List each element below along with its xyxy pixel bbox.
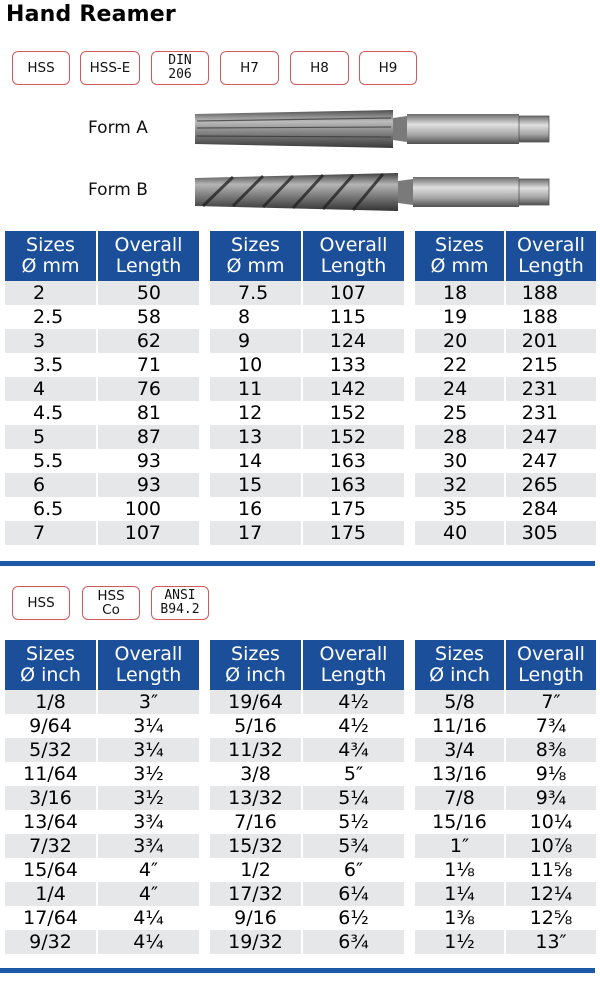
table-row [210, 281, 404, 305]
length-cell: 107 [97, 521, 199, 545]
table-row [415, 497, 596, 521]
table-row [210, 497, 404, 521]
table-row [415, 353, 596, 377]
header-sizes-inch: Sizes Ø inch [415, 640, 505, 690]
length-cell: 6″ [343, 859, 364, 881]
table-row [5, 377, 199, 401]
size-cell: 17 [210, 521, 302, 545]
length-cell: 152 [329, 402, 366, 424]
size-cell: 24 [415, 377, 505, 401]
length-cell: 5¼ [302, 786, 404, 810]
length-cell: 115 [329, 306, 366, 328]
length-cell: 175 [302, 521, 404, 545]
table-row [210, 473, 404, 497]
size-cell: 9/64 [5, 714, 97, 738]
length-cell: 6½ [338, 907, 369, 929]
length-cell: 124 [302, 329, 404, 353]
size-cell: 15/32 [210, 834, 302, 858]
header-overall-length: Overall Length [97, 231, 199, 281]
length-cell: 4¼ [133, 907, 164, 929]
length-cell: 247 [505, 425, 596, 449]
length-cell: 5½ [338, 811, 369, 833]
size-cell: 1/4 [5, 882, 97, 906]
size-cell: 7/32 [5, 834, 97, 858]
length-cell: 10⅞ [505, 834, 596, 858]
section-divider [0, 561, 595, 566]
table-row [5, 906, 199, 930]
size-cell: 9/32 [5, 930, 97, 954]
spiral-flute-reamer-icon [193, 169, 553, 215]
header-overall-length: Overall Length [302, 640, 404, 690]
size-cell: 14 [210, 449, 302, 473]
size-cell: 13/64 [5, 810, 97, 834]
table-row [5, 834, 199, 858]
badge-hss: HSS [12, 586, 70, 620]
table-row [210, 521, 404, 545]
table-row [210, 906, 404, 930]
length-cell: 3″ [97, 690, 199, 714]
table-row [5, 521, 199, 545]
size-cell: 15/64 [5, 858, 97, 882]
length-cell: 3½ [97, 786, 199, 810]
size-cell: 20 [415, 329, 505, 353]
table-row [5, 305, 199, 329]
length-cell: 305 [505, 521, 596, 545]
inch-table-3 [415, 640, 596, 954]
table-row [415, 401, 596, 425]
length-cell: 9¾ [505, 786, 596, 810]
size-cell: 19/64 [210, 690, 302, 714]
size-cell: 10 [210, 353, 302, 377]
table-row [210, 353, 404, 377]
size-cell: 7 [5, 521, 97, 545]
length-cell: 87 [97, 425, 199, 449]
size-cell: 3.5 [5, 353, 97, 377]
size-cell: 3/16 [5, 786, 97, 810]
table-row [415, 930, 596, 954]
size-cell: 17/64 [5, 906, 97, 930]
size-cell: 13/16 [415, 762, 505, 786]
length-cell: 4¾ [302, 738, 404, 762]
size-cell: 6.5 [5, 497, 97, 521]
metric-table-3 [415, 231, 596, 545]
size-cell: 3/4 [415, 738, 505, 762]
table-row [5, 329, 199, 353]
table-row [210, 810, 404, 834]
table-row [415, 305, 596, 329]
size-cell: 5/16 [210, 714, 302, 738]
table-row [210, 786, 404, 810]
table-row [5, 738, 199, 762]
table-row [415, 690, 596, 714]
size-cell: 16 [210, 497, 302, 521]
table-row [5, 425, 199, 449]
table-row [5, 858, 199, 882]
size-cell: 7.5 [210, 281, 302, 305]
size-cell: 6 [5, 473, 97, 497]
header-sizes-mm: Sizes Ø mm [5, 231, 97, 281]
size-cell: 1½ [415, 930, 505, 954]
length-cell: 7″ [505, 690, 596, 714]
size-cell: 1⅛ [415, 858, 505, 882]
size-cell: 5.5 [5, 449, 97, 473]
length-cell: 5¾ [302, 834, 404, 858]
length-cell: 3¼ [133, 715, 164, 737]
table-row [415, 834, 596, 858]
length-cell: 62 [97, 329, 199, 353]
form-a-label: Form A [88, 118, 148, 138]
table-row [5, 401, 199, 425]
size-cell: 9 [210, 329, 302, 353]
badge-hss-e: HSS-E [80, 51, 140, 85]
inch-table-1 [5, 640, 199, 954]
size-cell: 19/32 [210, 930, 302, 954]
table-row [210, 449, 404, 473]
table-row [5, 281, 199, 305]
header-overall-length: Overall Length [505, 231, 596, 281]
form-b-label: Form B [88, 180, 148, 200]
size-cell: 9/16 [210, 906, 302, 930]
size-cell: 2.5 [5, 305, 97, 329]
size-cell: 40 [415, 521, 505, 545]
table-row [210, 305, 404, 329]
length-cell: 163 [302, 473, 404, 497]
size-cell: 19 [415, 305, 505, 329]
length-cell: 3½ [133, 763, 164, 785]
size-cell: 13 [210, 425, 302, 449]
table-row [210, 329, 404, 353]
length-cell: 201 [505, 329, 596, 353]
length-cell: 3¼ [97, 738, 199, 762]
size-cell: 11/64 [5, 762, 97, 786]
table-row [210, 690, 404, 714]
table-row [210, 858, 404, 882]
size-cell: 4.5 [5, 401, 97, 425]
size-cell: 30 [415, 449, 505, 473]
length-cell: 8⅜ [505, 738, 596, 762]
table-row [210, 762, 404, 786]
table-row [210, 930, 404, 954]
table-row [5, 497, 199, 521]
table-row [415, 425, 596, 449]
table-row [5, 810, 199, 834]
size-cell: 25 [415, 401, 505, 425]
header-sizes-mm: Sizes Ø mm [415, 231, 505, 281]
length-cell: 76 [97, 377, 199, 401]
length-cell: 188 [505, 281, 596, 305]
header-sizes-mm: Sizes Ø mm [210, 231, 302, 281]
table-row [415, 281, 596, 305]
size-cell: 4 [5, 377, 97, 401]
table-row [210, 882, 404, 906]
size-cell: 12 [210, 401, 302, 425]
length-cell: 4½ [338, 715, 369, 737]
table-row [5, 882, 199, 906]
length-cell: 188 [521, 306, 558, 328]
length-cell: 12⅝ [529, 907, 573, 929]
length-cell: 100 [124, 498, 161, 520]
size-cell: 1⅜ [415, 906, 505, 930]
badge-h9: H9 [359, 51, 417, 85]
length-cell: 6¼ [302, 882, 404, 906]
size-cell: 15 [210, 473, 302, 497]
length-cell: 13″ [505, 930, 596, 954]
length-cell: 4″ [138, 859, 159, 881]
table-row [415, 738, 596, 762]
table-row [415, 882, 596, 906]
table-row [415, 521, 596, 545]
metric-table-1 [5, 231, 199, 545]
length-cell: 58 [136, 306, 161, 328]
length-cell: 6¾ [302, 930, 404, 954]
header-sizes-inch: Sizes Ø inch [210, 640, 302, 690]
badge-h8: H8 [290, 51, 349, 85]
table-row [210, 425, 404, 449]
size-cell: 8 [210, 305, 302, 329]
table-row [210, 738, 404, 762]
size-cell: 1¼ [415, 882, 505, 906]
length-cell: 71 [136, 354, 161, 376]
length-cell: 133 [329, 354, 366, 376]
table-row [415, 449, 596, 473]
header-sizes-inch: Sizes Ø inch [5, 640, 97, 690]
length-cell: 142 [302, 377, 404, 401]
table-row [5, 762, 199, 786]
length-cell: 3¾ [97, 834, 199, 858]
table-row [5, 690, 199, 714]
length-cell: 215 [521, 354, 558, 376]
length-cell: 7¾ [535, 715, 567, 737]
length-cell: 50 [97, 281, 199, 305]
table-row [415, 906, 596, 930]
length-cell: 81 [136, 402, 161, 424]
length-cell: 152 [302, 425, 404, 449]
length-cell: 5″ [343, 763, 364, 785]
table-row [210, 714, 404, 738]
size-cell: 13/32 [210, 786, 302, 810]
length-cell: 10¼ [529, 811, 573, 833]
length-cell: 12¼ [505, 882, 596, 906]
size-cell: 3 [5, 329, 97, 353]
table-row [415, 329, 596, 353]
size-cell: 5/8 [415, 690, 505, 714]
table-row [5, 353, 199, 377]
table-row [5, 449, 199, 473]
table-row [210, 834, 404, 858]
size-cell: 15/16 [415, 810, 505, 834]
badge-ansi-b94-2: ANSI B94.2 [151, 586, 209, 620]
badge-din-206: DIN 206 [151, 51, 209, 85]
badge-hss-co: HSS Co [82, 586, 140, 620]
size-cell: 11/32 [210, 738, 302, 762]
size-cell: 1″ [415, 834, 505, 858]
table-row [5, 473, 199, 497]
size-cell: 5/32 [5, 738, 97, 762]
header-overall-length: Overall Length [505, 640, 596, 690]
badge-h7: H7 [220, 51, 279, 85]
table-row [210, 401, 404, 425]
size-cell: 11 [210, 377, 302, 401]
size-cell: 28 [415, 425, 505, 449]
straight-flute-reamer-icon [193, 106, 553, 152]
length-cell: 93 [97, 473, 199, 497]
size-cell: 1/2 [210, 858, 302, 882]
length-cell: 231 [505, 377, 596, 401]
size-cell: 7/16 [210, 810, 302, 834]
table-row [415, 786, 596, 810]
size-cell: 7/8 [415, 786, 505, 810]
length-cell: 4¼ [97, 930, 199, 954]
header-overall-length: Overall Length [97, 640, 199, 690]
table-row [5, 930, 199, 954]
table-row [210, 377, 404, 401]
length-cell: 4½ [302, 690, 404, 714]
length-cell: 3¾ [133, 811, 164, 833]
page-title: Hand Reamer [6, 2, 176, 27]
size-cell: 32 [415, 473, 505, 497]
length-cell: 265 [505, 473, 596, 497]
size-cell: 17/32 [210, 882, 302, 906]
length-cell: 4″ [97, 882, 199, 906]
metric-table-2 [210, 231, 404, 545]
section-divider [0, 968, 595, 973]
table-row [5, 786, 199, 810]
length-cell: 284 [521, 498, 558, 520]
table-row [5, 714, 199, 738]
length-cell: 247 [521, 450, 558, 472]
length-cell: 231 [521, 402, 558, 424]
size-cell: 35 [415, 497, 505, 521]
table-row [415, 714, 596, 738]
inch-table-2 [210, 640, 404, 954]
size-cell: 3/8 [210, 762, 302, 786]
length-cell: 93 [136, 450, 161, 472]
length-cell: 107 [302, 281, 404, 305]
table-row [415, 810, 596, 834]
length-cell: 9⅛ [535, 763, 567, 785]
size-cell: 11/16 [415, 714, 505, 738]
size-cell: 22 [415, 353, 505, 377]
length-cell: 175 [329, 498, 366, 520]
length-cell: 11⅝ [529, 859, 573, 881]
size-cell: 1/8 [5, 690, 97, 714]
table-row [415, 762, 596, 786]
header-overall-length: Overall Length [302, 231, 404, 281]
length-cell: 163 [329, 450, 366, 472]
table-row [415, 858, 596, 882]
size-cell: 2 [5, 281, 97, 305]
badge-hss: HSS [12, 51, 70, 85]
table-row [415, 473, 596, 497]
size-cell: 5 [5, 425, 97, 449]
table-row [415, 377, 596, 401]
size-cell: 18 [415, 281, 505, 305]
